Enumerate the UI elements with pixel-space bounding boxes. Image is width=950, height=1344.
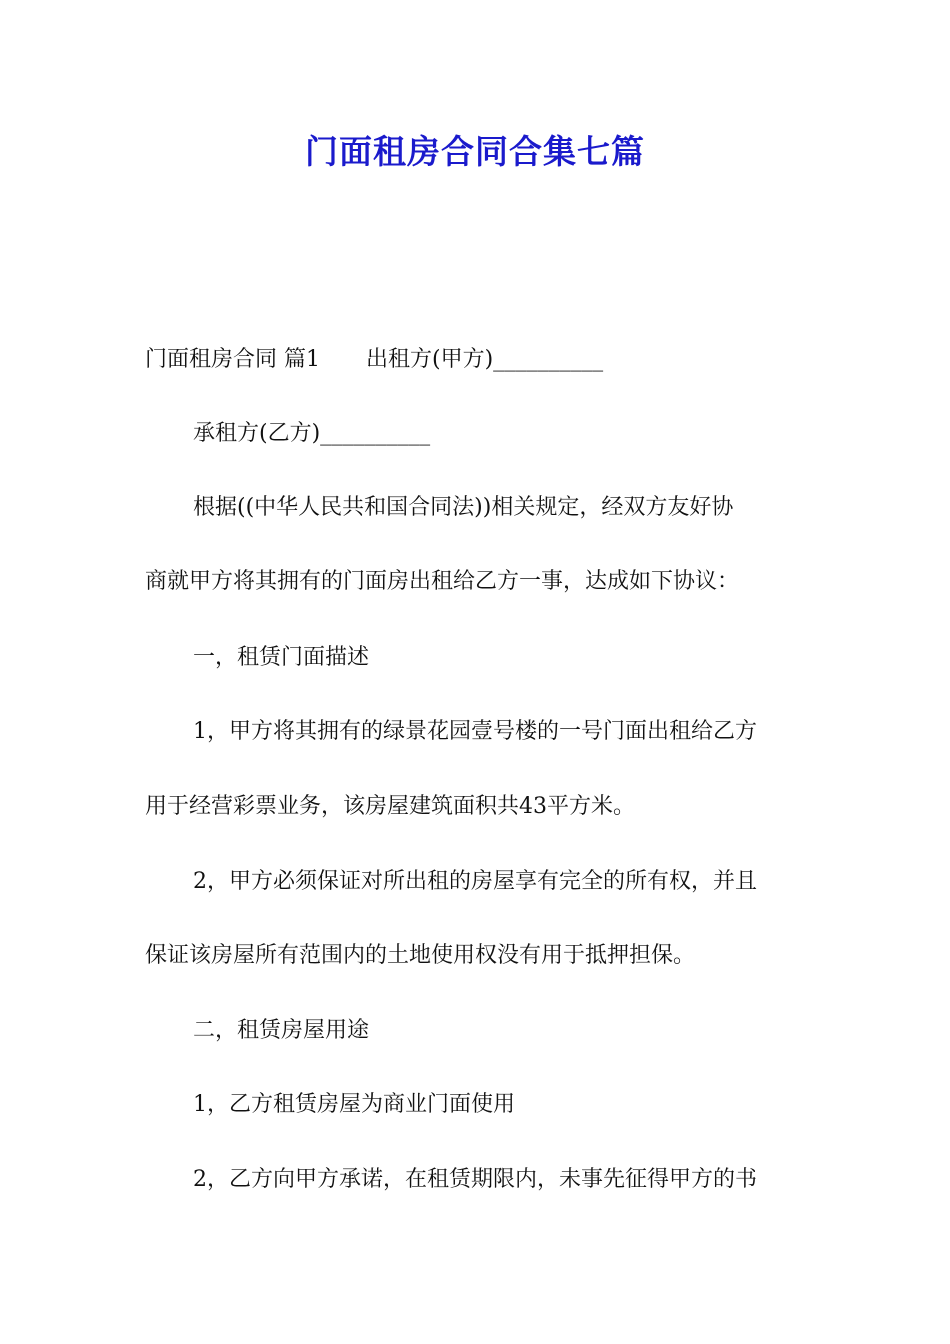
contract-heading-line xyxy=(145,342,825,378)
paragraph-line: 根据((中华人民共和国合同法))相关规定，经双方友好协 xyxy=(193,495,734,520)
lessee-field: 承租方(乙方)__________ xyxy=(193,421,431,446)
section-heading: 一，租赁门面描述 xyxy=(193,645,370,670)
paragraph-line: 保证该房屋所有范围内的土地使用权没有用于抵押担保。 xyxy=(145,943,696,968)
paragraph-line: 用于经营彩票业务，该房屋建筑面积共43平方米。 xyxy=(145,794,635,819)
paragraph-line: 2，甲方必须保证对所出租的房屋享有完全的所有权，并且 xyxy=(193,869,757,894)
paragraph-line: 1，甲方将其拥有的绿景花园壹号楼的一号门面出租给乙方 xyxy=(193,719,757,744)
paragraph-line: 1，乙方租赁房屋为商业门面使用 xyxy=(193,1092,515,1117)
paragraph-line: 2，乙方向甲方承诺，在租赁期限内，未事先征得甲方的书 xyxy=(193,1167,757,1192)
document-title: 门面租房合同合集七篇 xyxy=(305,132,645,171)
paragraph-line: 商就甲方将其拥有的门面房出租给乙方一事，达成如下协议： xyxy=(145,569,740,594)
contract-heading-label: 门面租房合同 篇1 xyxy=(145,347,320,372)
lessor-field: 出租方(甲方)__________ xyxy=(366,347,604,372)
section-heading: 二，租赁房屋用途 xyxy=(193,1018,370,1043)
